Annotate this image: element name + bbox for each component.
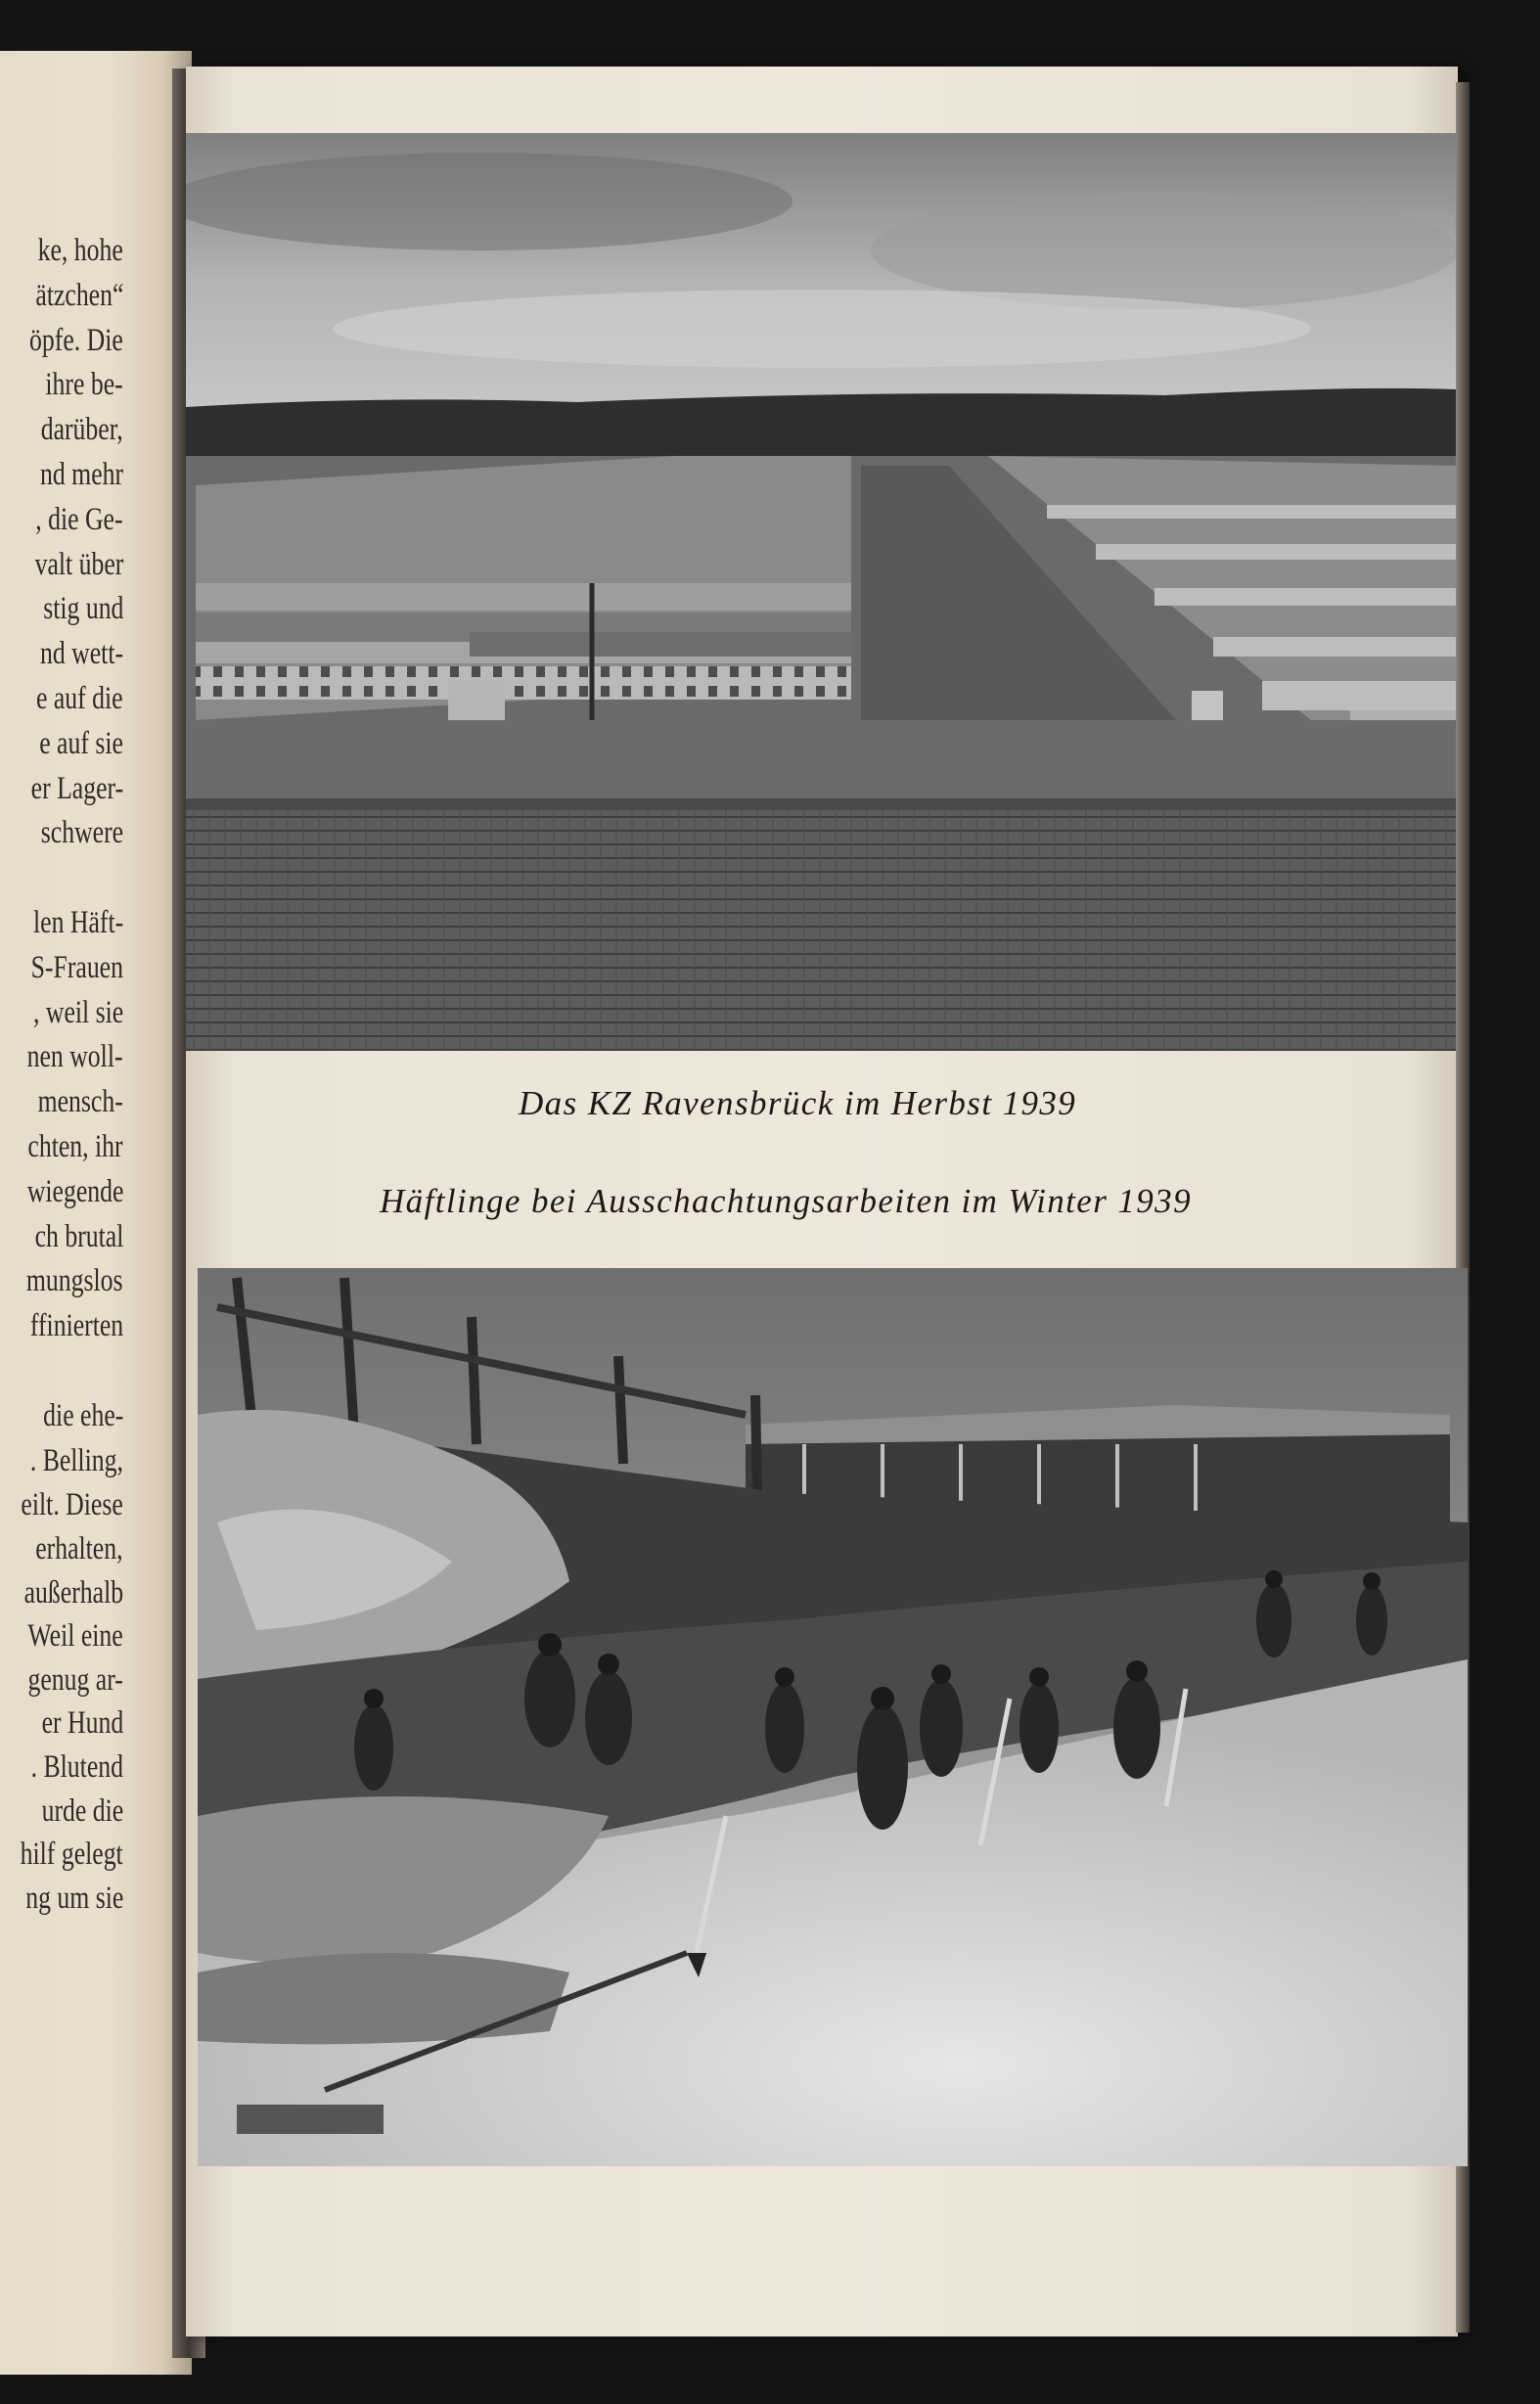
left-page-text-line: erhalten, xyxy=(35,1531,123,1566)
left-page-text-line: nd mehr xyxy=(39,457,123,492)
excavation-work-photo xyxy=(198,1268,1468,2166)
left-page-text-line: mungslos xyxy=(26,1263,123,1299)
left-page-text-line: len Häft- xyxy=(32,905,123,940)
left-page-text-line: . Blutend xyxy=(30,1749,123,1785)
left-page-text-line: Weil eine xyxy=(27,1618,123,1655)
left-page-text-line: e auf die xyxy=(36,681,123,716)
camp-overview-photo xyxy=(186,133,1456,1051)
top-photo-caption: Das KZ Ravensbrück im Herbst 1939 xyxy=(519,1084,1077,1122)
left-page-text-line: schwere xyxy=(40,815,123,851)
left-page-text-line: . Belling, xyxy=(29,1442,123,1478)
left-page-text-line: eilt. Diese xyxy=(21,1487,123,1523)
left-page-text-line: nd wett- xyxy=(39,636,123,672)
left-page-text-line: nen woll- xyxy=(27,1039,123,1075)
left-page-text-line: urde die xyxy=(41,1792,123,1829)
left-page-text-line: genug ar- xyxy=(27,1661,123,1698)
left-page-text-line: ke, hohe xyxy=(37,233,123,268)
left-page-text-line: ng um sie xyxy=(24,1880,123,1916)
left-page-text-line: chten, ihr xyxy=(27,1129,123,1164)
camp-overview-image xyxy=(186,133,1456,1051)
left-page-text-line: hilf gelegt xyxy=(20,1837,123,1873)
left-page-text-line: er Hund xyxy=(41,1705,123,1742)
left-page-text-line: mensch- xyxy=(37,1084,123,1120)
left-page-text-line: , weil sie xyxy=(32,994,123,1030)
left-page-text-line: darüber, xyxy=(40,412,123,448)
left-facing-page xyxy=(0,51,192,2375)
left-page-text-line: valt über xyxy=(34,546,123,582)
left-page-text-line: ätzchen“ xyxy=(34,277,123,313)
left-page-text-line: die ehe- xyxy=(42,1397,123,1433)
excavation-work-image xyxy=(198,1268,1468,2166)
left-page-text-line: öpfe. Die xyxy=(29,322,123,358)
left-page-text-line: ffinierten xyxy=(29,1308,123,1344)
left-page-text-line: e auf sie xyxy=(39,725,123,761)
left-page-text-line: wiegende xyxy=(26,1173,123,1209)
left-page-text-line: stig und xyxy=(42,591,123,627)
left-page-text-line: er Lager- xyxy=(30,770,123,806)
bottom-photo-caption: Häftlinge bei Ausschachtungsarbeiten im Winter 1939 xyxy=(380,1182,1192,1220)
left-page-text-line: ihre be- xyxy=(45,367,123,403)
left-page-text-line: ch brutal xyxy=(34,1218,123,1254)
left-page-text-line: , die Ge- xyxy=(35,501,123,537)
left-page-text-line: außerhalb xyxy=(23,1574,123,1610)
left-page-text-line: S-Frauen xyxy=(30,949,123,985)
